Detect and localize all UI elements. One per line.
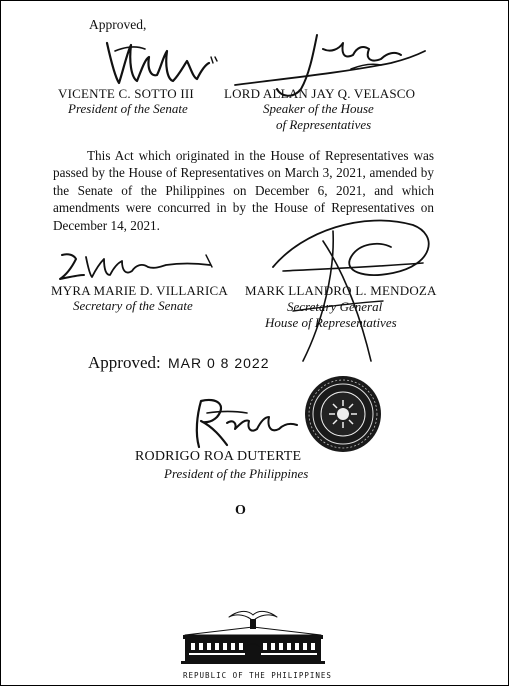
velasco-title-line1: Speaker of the House — [263, 101, 374, 116]
sotto-title: President of the Senate — [68, 101, 188, 116]
sotto-name: VICENTE C. SOTTO III — [58, 86, 194, 101]
footer-logo-caption: REPUBLIC OF THE PHILIPPINES — [183, 671, 332, 680]
approved-label-bottom: Approved: — [88, 353, 161, 372]
signature-sotto — [101, 31, 221, 93]
presidential-seal-icon — [303, 374, 383, 454]
villarica-name: MYRA MARIE D. VILLARICA — [51, 283, 228, 298]
signature-villarica — [56, 245, 216, 285]
duterte-title: President of the Philippines — [164, 466, 309, 481]
velasco-title-line2: of Representatives — [276, 117, 372, 132]
mendoza-title-line2: House of Representatives — [265, 315, 397, 330]
signature-duterte — [187, 393, 307, 453]
duterte-name: RODRIGO ROA DUTERTE — [135, 449, 302, 464]
villarica-title: Secretary of the Senate — [73, 298, 193, 313]
approved-label-top: Approved, — [89, 17, 147, 32]
act-certification-text: This Act which originated in the House of Representatives was passed by the House of Representatives on March 3, 2021, amended by the Senate of the Philippines on December 6, 2021, and which amendments were concurred in by the House of Representatives on December 14, 2021. — [53, 148, 434, 233]
end-mark: O — [235, 503, 246, 518]
velasco-name: LORD ALLAN JAY Q. VELASCO — [224, 86, 416, 101]
mendoza-title-line1: Secretary General — [287, 299, 383, 314]
mendoza-name: MARK LLANDRO L. MENDOZA — [245, 283, 437, 298]
approval-date-stamp: MAR 0 8 2022 — [168, 355, 270, 371]
malacanang-palace-logo-icon — [177, 599, 329, 671]
